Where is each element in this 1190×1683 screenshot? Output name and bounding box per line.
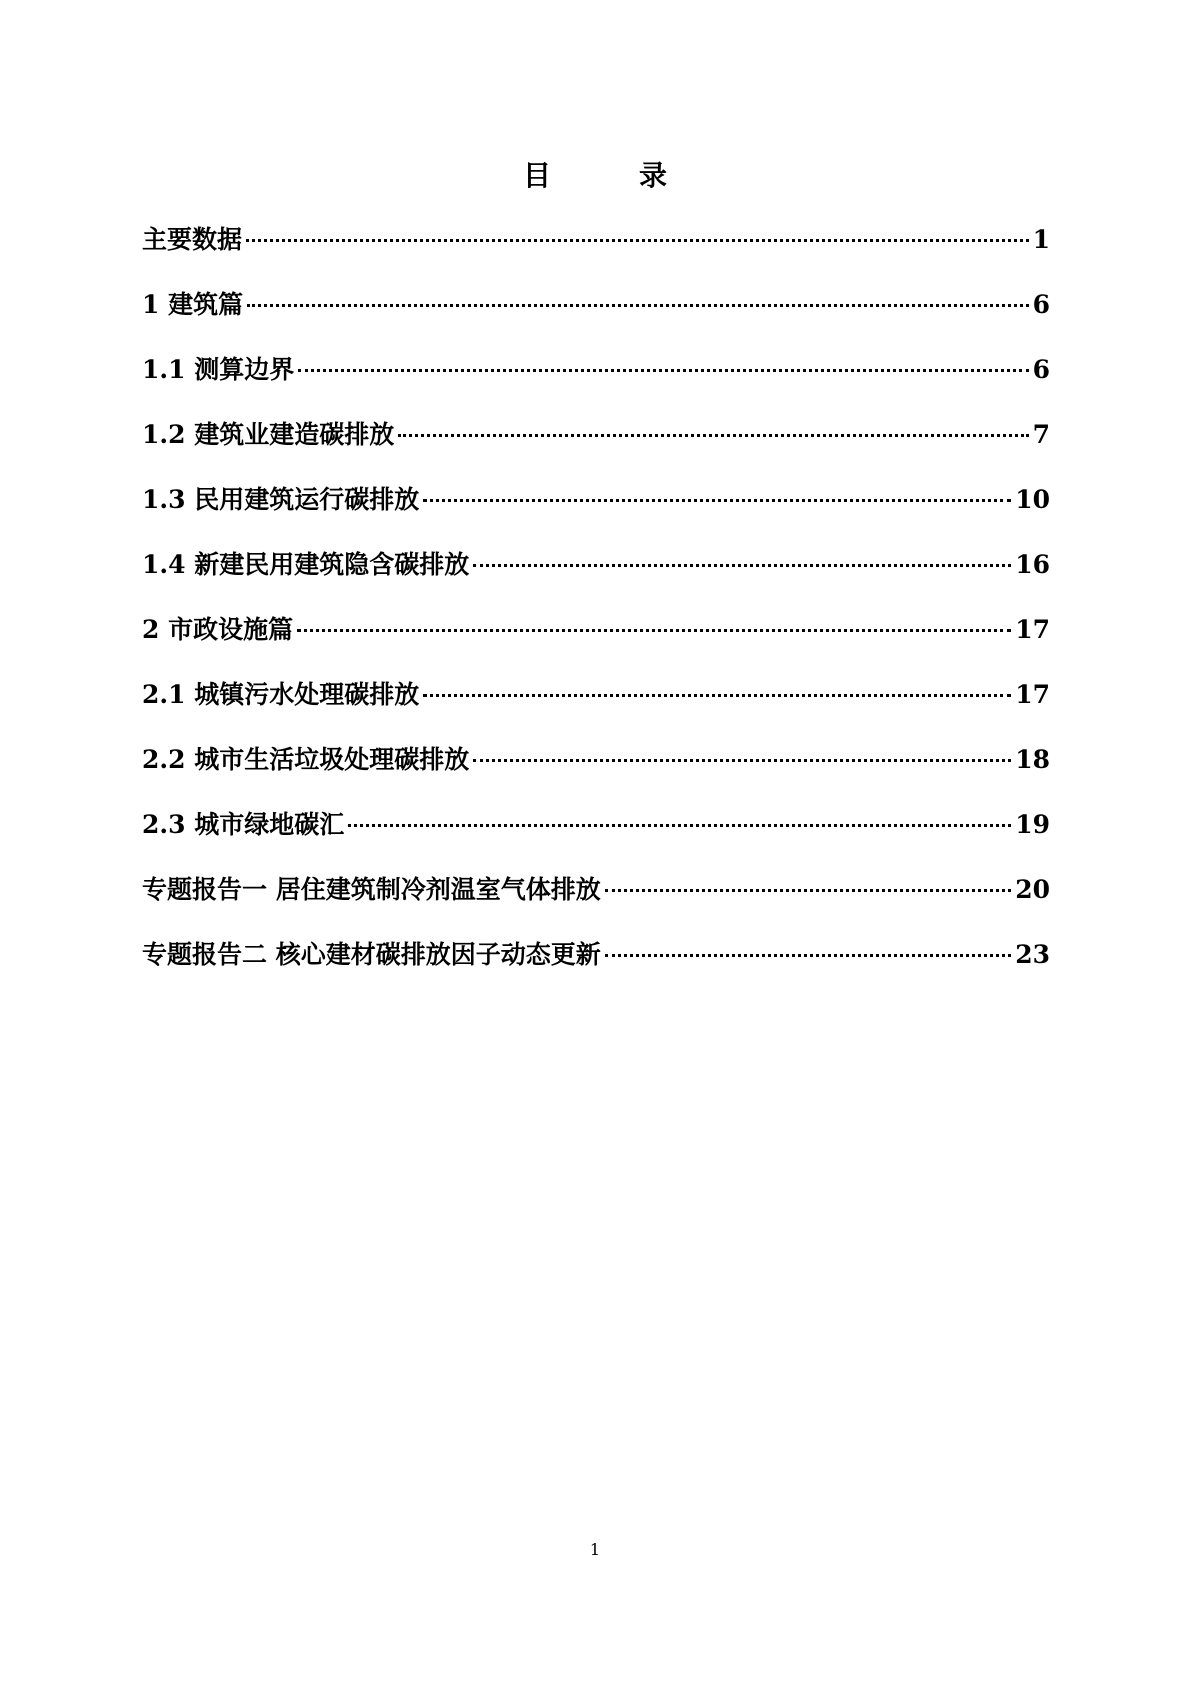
toc-entry-1-3[interactable] xyxy=(142,480,1050,545)
toc-entry-label: 专题报告二 核心建材碳排放因子动态更新 xyxy=(142,940,601,969)
toc-dot-leader xyxy=(398,434,1028,437)
toc-entry-page: 20 xyxy=(1015,875,1050,904)
toc-entry-page: 6 xyxy=(1032,355,1050,384)
toc-entry-label: 1.2 建筑业建造碳排放 xyxy=(142,420,395,449)
toc-dot-leader xyxy=(297,629,1011,632)
toc-entry-page: 18 xyxy=(1015,745,1050,774)
toc-dot-leader xyxy=(348,824,1011,827)
toc-entry-page: 7 xyxy=(1032,420,1050,449)
toc-entry-2-2[interactable] xyxy=(142,740,1050,805)
toc-entry-2-1[interactable] xyxy=(142,675,1050,740)
toc-dot-leader xyxy=(247,304,1028,307)
toc-entry-1-1[interactable] xyxy=(142,350,1050,415)
toc-dot-leader xyxy=(246,239,1029,242)
toc-entry-label: 主要数据 xyxy=(142,225,243,254)
toc-dot-leader xyxy=(423,694,1011,697)
toc-entry-page: 6 xyxy=(1032,290,1050,319)
toc-dot-leader xyxy=(605,954,1011,957)
toc-entry-2-3[interactable] xyxy=(142,805,1050,870)
toc-entry-label: 专题报告一 居住建筑制冷剂温室气体排放 xyxy=(142,875,601,904)
toc-entry-special-report-1[interactable] xyxy=(142,870,1050,935)
toc-dot-leader xyxy=(473,564,1011,567)
page-number: 1 xyxy=(589,1540,601,1559)
toc-entry-page: 16 xyxy=(1015,550,1050,579)
page-title: 目 录 xyxy=(522,159,697,192)
toc-dot-leader xyxy=(605,889,1011,892)
toc-dot-leader xyxy=(423,499,1011,502)
toc-entry-label: 2.2 城市生活垃圾处理碳排放 xyxy=(142,745,470,774)
toc-entry-special-report-2[interactable] xyxy=(142,935,1050,1000)
toc-dot-leader xyxy=(298,369,1028,372)
toc-entry-page: 17 xyxy=(1015,615,1050,644)
toc-entry-label: 1 建筑篇 xyxy=(142,290,244,319)
toc-entry-1-2[interactable] xyxy=(142,415,1050,480)
table-of-contents xyxy=(142,220,1050,1000)
toc-entry-page: 19 xyxy=(1015,810,1050,839)
toc-entry-label: 2.3 城市绿地碳汇 xyxy=(142,810,345,839)
toc-entry-label: 2 市政设施篇 xyxy=(142,615,294,644)
toc-entry-municipal[interactable] xyxy=(142,610,1050,675)
toc-entry-page: 17 xyxy=(1015,680,1050,709)
toc-entry-1-4[interactable] xyxy=(142,545,1050,610)
toc-entry-buildings[interactable] xyxy=(142,285,1050,350)
toc-entry-main-data[interactable] xyxy=(142,220,1050,285)
toc-entry-label: 2.1 城镇污水处理碳排放 xyxy=(142,680,420,709)
toc-entry-label: 1.3 民用建筑运行碳排放 xyxy=(142,485,420,514)
toc-entry-page: 1 xyxy=(1032,225,1050,254)
toc-entry-page: 23 xyxy=(1015,940,1050,969)
toc-entry-label: 1.4 新建民用建筑隐含碳排放 xyxy=(142,550,470,579)
toc-entry-label: 1.1 测算边界 xyxy=(142,355,295,384)
toc-entry-page: 10 xyxy=(1015,485,1050,514)
toc-dot-leader xyxy=(473,759,1011,762)
